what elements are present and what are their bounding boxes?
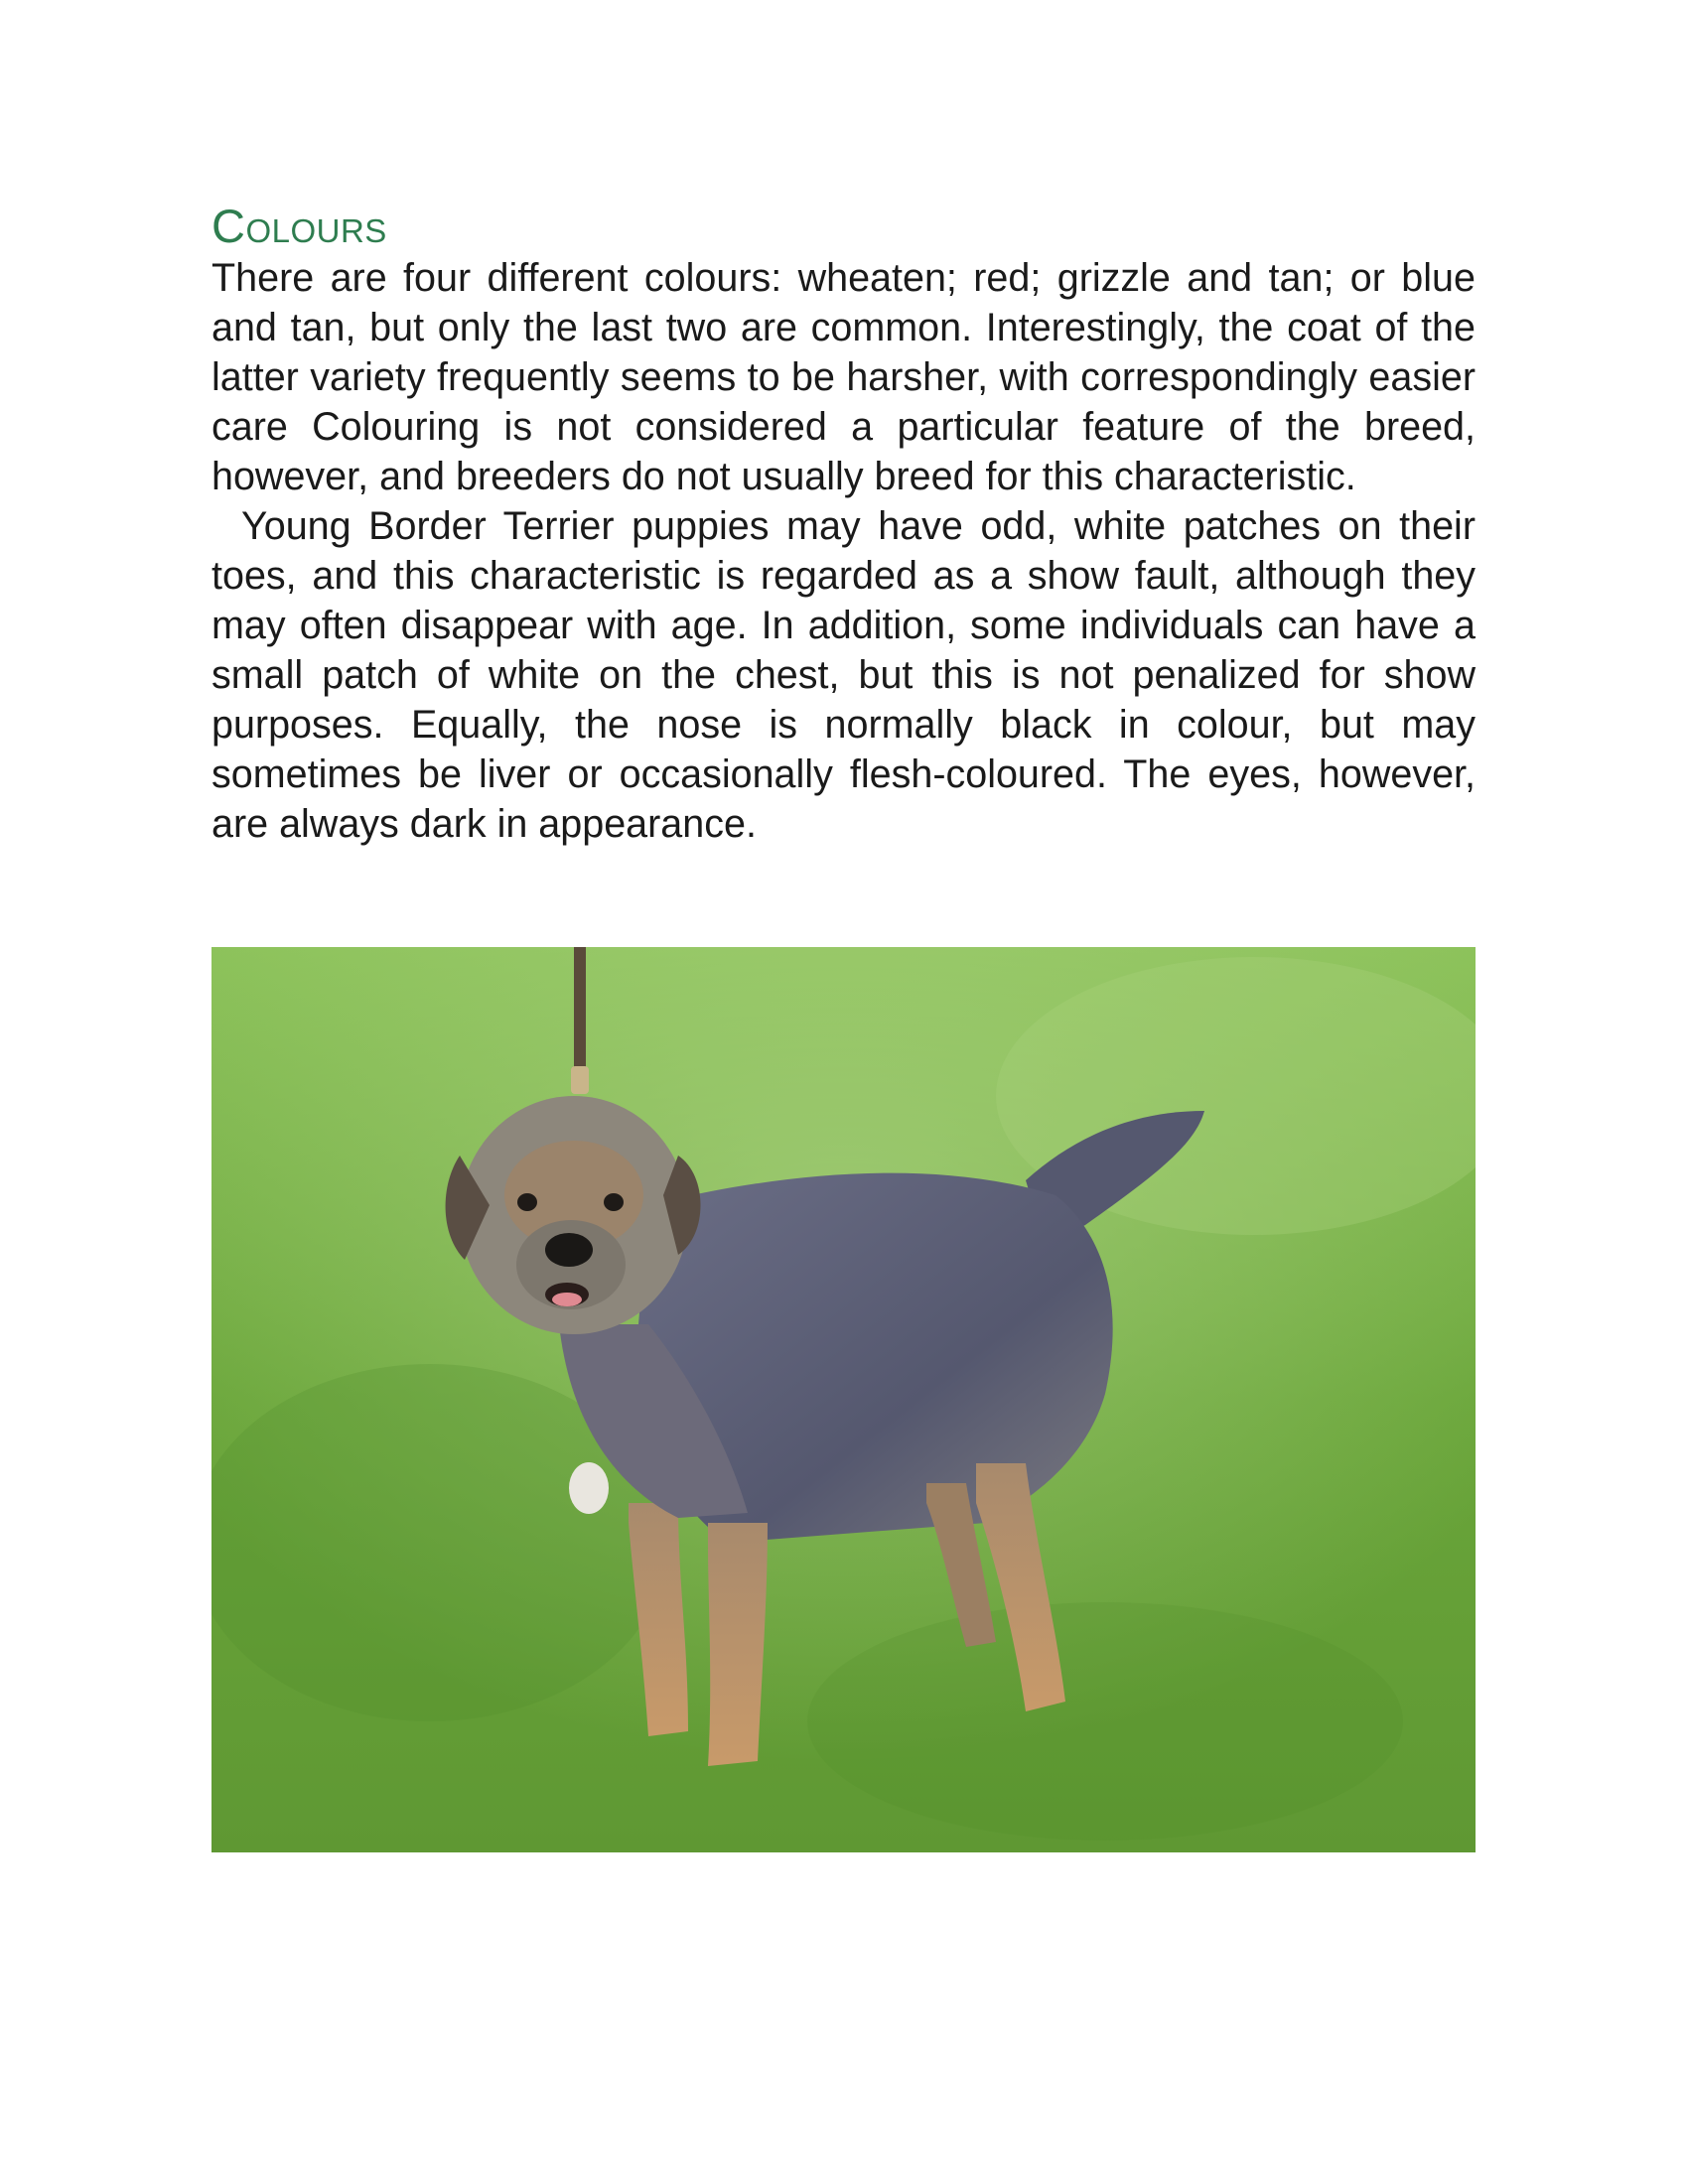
dog-on-grass-image [211, 947, 1476, 1852]
paragraph-2: Young Border Terrier puppies may have odd, white patches on their toes, and this characteristic is regarded as a show fault, although they may often disappear with age. In addition, some individuals can have a small patch of white on the chest, but this is not penalized for show purposes. Equally, the nose is normally black in colour, but may sometimes be liver or occasionally flesh-coloured. The eyes, however, are always dark in appearance. [211, 504, 1476, 846]
paragraph-1: There are four different colours: wheaten; red; grizzle and tan; or blue and tan, but only the last two are common. Interestingly, the coat of the latter variety frequently seems to be harsher, with correspondingly easier care Colouring is not considered a particular feature of the breed, however, and breeders do not usually breed for this characteristic. [211, 256, 1476, 498]
border-terrier-photo [211, 947, 1476, 1852]
section-heading: Colours [211, 200, 387, 252]
body-text [211, 253, 1476, 849]
